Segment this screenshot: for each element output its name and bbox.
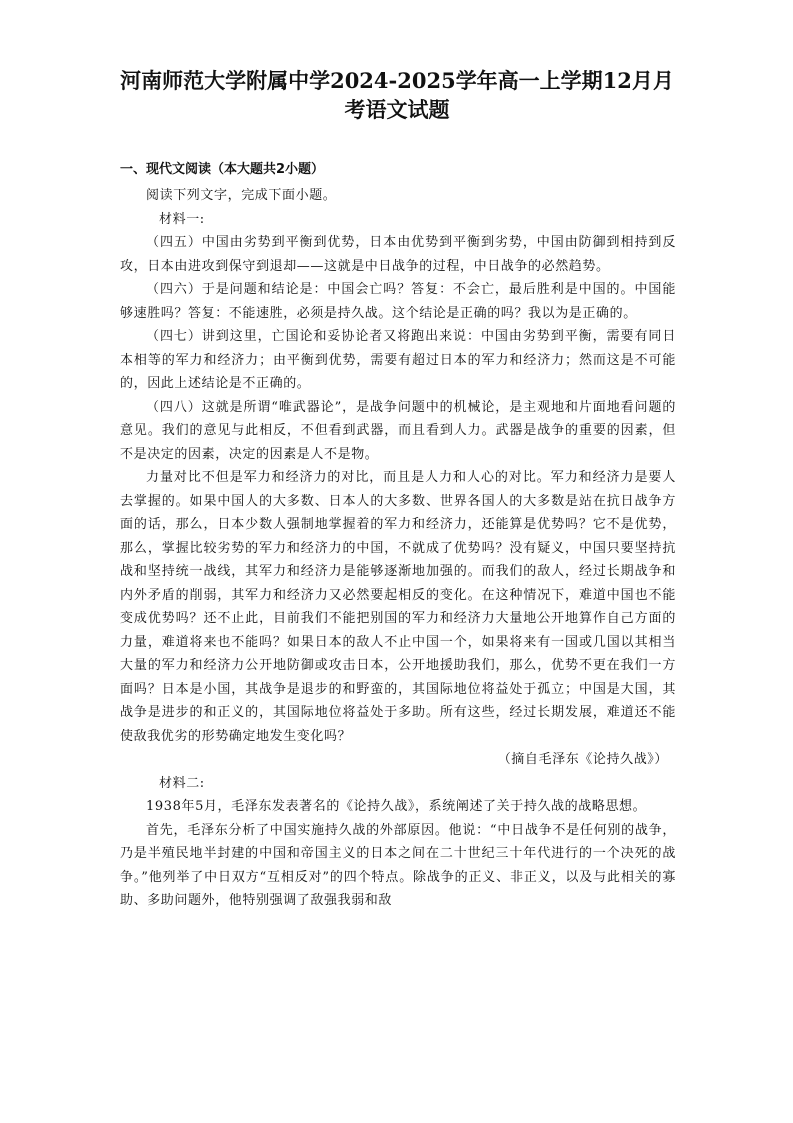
material-2-label: 材料二: <box>159 775 205 791</box>
section-heading: 一、现代文阅读（本大题共2小题） <box>120 162 325 177</box>
material-1-paragraph: （四五）中国由劣势到平衡到优势，日本由优势到平衡到劣势，中国由防御到相持到反攻，日本由进攻到保守到退却——这就是中日战争的过程，中日战争的必然趋势。 <box>120 235 676 274</box>
material-1-paragraph: 力量对比不但是军力和经济力的对比，而且是人力和人心的对比。军力和经济力是要人去掌握的。如果中国人的大多数、日本人的大多数、世界各国人的大多数是站在抗日战争方面的话，那么，日本少数人强制地掌握着的军力和经济力，还能算是优势吗？它不是优势，那么，掌握比较劣势的军力和经济力的中国，不就成了优势吗？没有疑义，中国只要坚持抗战和坚持统一战线，其军力和经济力是能够逐渐地加强的。而我们的敌人，经过长期战争和内外矛盾的削弱，其军力和经济力又必然要起相反的变化。在这种情况下，难道中国也不能变成优势吗？还不止此，目前我们不能把别国的军力和经济力大量地公开地算作自己方面的力量，难道将来也不能吗？如果日本的敌人不止中国一个，如果将来有一国或几国以其相当大量的军力和经济力公开地防御或攻击日本，公开地援助我们，那么，优势不更在我们一方面吗？日本是小国，其战争是退步的和野蛮的，其国际地位将益处于孤立；中国是大国，其战争是进步的和正义的，其国际地位将益处于多助。所有这些，经过长期发展，难道还不能使敌我优劣的形势确定地发生变化吗？ <box>120 470 676 744</box>
document-title <box>108 66 686 124</box>
material-1-paragraph: （四八）这就是所谓“唯武器论”，是战争问题中的机械论，是主观地和片面地看问题的意见。我们的意见与此相反，不但看到武器，而且看到人力。武器是战争的重要的因素，但不是决定的因素，决定的因素是人不是物。 <box>120 399 676 462</box>
material-1-paragraph: （四七）讲到这里，亡国论和妥协论者又将跑出来说：中国由劣势到平衡，需要有同日本相等的军力和经济力；由平衡到优势，需要有超过日本的军力和经济力；然而这是不可能的，因此上述结论是不正确的。 <box>120 329 676 391</box>
title-line-1: 河南师范大学附属中学2024-2025学年高一上学期12月月 <box>120 68 674 93</box>
material-2-paragraph: 1938年5月，毛泽东发表著名的《论持久战》，系统阐述了关于持久战的战略思想。 <box>146 799 647 814</box>
material-1-label: 材料一: <box>159 211 205 227</box>
material-1-paragraph: （四六）于是问题和结论是：中国会亡吗？答复：不会亡，最后胜利是中国的。中国能够速胜吗？答复：不能速胜，必须是持久战。这个结论是正确的吗？我以为是正确的。 <box>120 282 676 321</box>
document-body <box>120 184 676 913</box>
instruction-text: 阅读下列文字，完成下面小题。 <box>146 188 337 203</box>
material-1-source: （摘自毛泽东《论持久战》） <box>497 752 668 767</box>
material-2-paragraph: 首先，毛泽东分析了中国实施持久战的外部原因。他说：“中日战争不是任何别的战争，乃是半殖民地半封建的中国和帝国主义的日本之间在二十世纪三十年代进行的一个决死的战争。”他列举了中日双方“互相反对”的四个特点。除战争的正义、非正义，以及与此相关的寡助、多助问题外，他特别强调了敌强我弱和敌 <box>120 822 676 908</box>
title-line-2: 考语文试题 <box>344 97 450 122</box>
